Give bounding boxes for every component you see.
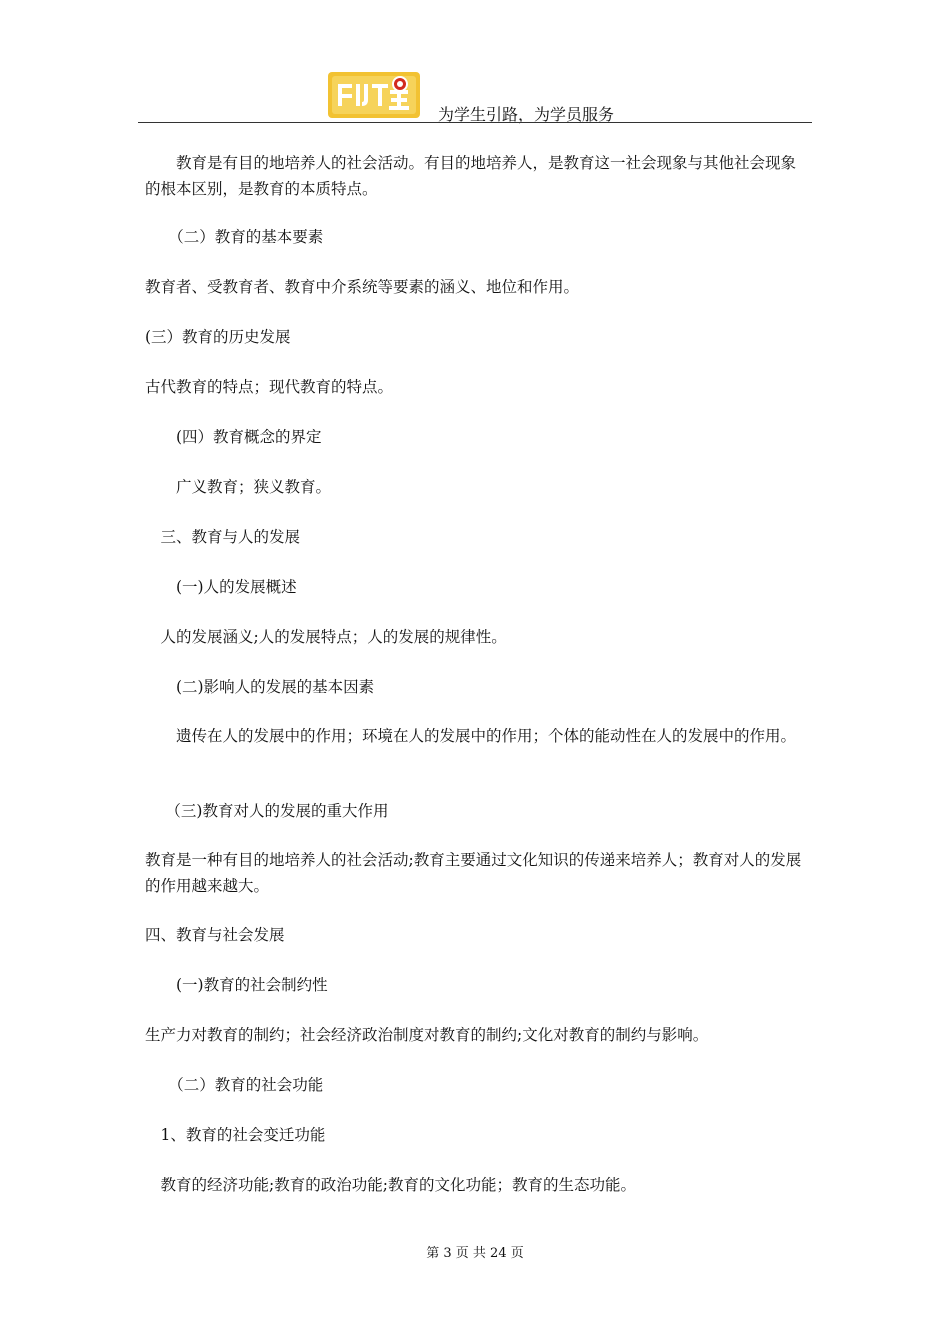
- heading-social-change-function: 1、教育的社会变迁功能: [145, 1126, 326, 1144]
- paragraph-essence: 教育是有目的地培养人的社会活动。有目的地培养人，是教育这一社会现象与其他社会现象的根本区别，是教育的本质特点。: [145, 154, 797, 198]
- header-divider: [138, 122, 812, 123]
- paragraph-education-role: 教育是一种有目的地培养人的社会活动;教育主要通过文化知识的传递来培养人；教育对人的发展的作用越来越大。: [145, 851, 802, 895]
- heading-social-functions: （二）教育的社会功能: [145, 1076, 324, 1094]
- page-number: 第 3 页 共 24 页: [426, 1246, 524, 1261]
- kaicheng-logo: [328, 70, 420, 120]
- heading-education-role: （三)教育对人的发展的重大作用: [145, 802, 389, 820]
- page-header: [138, 62, 812, 124]
- heading-influencing-factors: (二)影响人的发展的基本因素: [145, 678, 375, 696]
- section-heading-social-development: 四、教育与社会发展: [145, 926, 285, 944]
- heading-history: (三）教育的历史发展: [145, 328, 291, 346]
- heading-development-overview: (一)人的发展概述: [145, 578, 297, 596]
- paragraph-development-overview: 人的发展涵义;人的发展特点；人的发展的规律性。: [145, 628, 507, 646]
- paragraph-influencing-factors: 遗传在人的发展中的作用；环境在人的发展中的作用；个体的能动性在人的发展中的作用。: [145, 727, 797, 745]
- heading-basic-elements: （二）教育的基本要素: [145, 228, 324, 246]
- heading-social-constraints: (一)教育的社会制约性: [145, 976, 328, 994]
- paragraph-definition: 广义教育；狭义教育。: [145, 478, 332, 496]
- heading-definition: (四）教育概念的界定: [145, 428, 322, 446]
- paragraph-social-constraints: 生产力对教育的制约；社会经济政治制度对教育的制约;文化对教育的制约与影响。: [145, 1026, 709, 1044]
- paragraph-elements: 教育者、受教育者、教育中介系统等要素的涵义、地位和作用。: [145, 278, 580, 296]
- header-slogan: 为学生引路，为学员服务: [438, 105, 615, 124]
- paragraph-functions-list: 教育的经济功能;教育的政治功能;教育的文化功能；教育的生态功能。: [145, 1176, 636, 1194]
- section-heading-human-development: 三、教育与人的发展: [145, 528, 301, 546]
- paragraph-history: 古代教育的特点；现代教育的特点。: [145, 378, 394, 396]
